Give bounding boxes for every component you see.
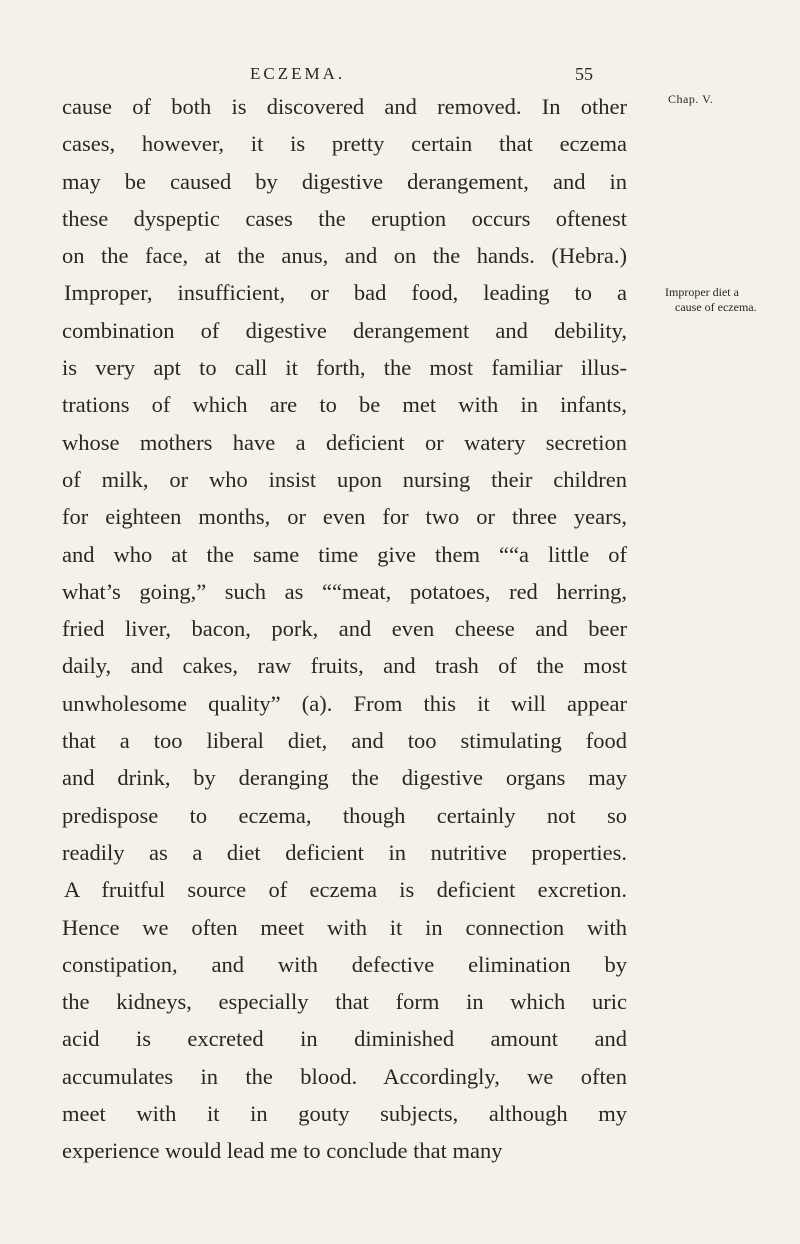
body-text xyxy=(62,88,627,1170)
text-line: what’s going,” such as ““meat, potatoes, red herring, xyxy=(62,578,627,604)
text-line: predispose to eczema, though certainly not so xyxy=(62,802,627,828)
text-line: fried liver, bacon, pork, and even cheese and beer xyxy=(62,616,627,642)
text-line: meet with it in gouty subjects, although my xyxy=(62,1101,627,1127)
text-line: experience would lead me to conclude that many xyxy=(62,1138,503,1164)
text-line: readily as a diet deficient in nutritive properties. xyxy=(62,839,627,865)
marginal-note-line: Improper diet a xyxy=(665,285,739,299)
marginal-note-line: cause of eczema. xyxy=(675,300,757,314)
text-line: cause of both is discovered and removed. In other xyxy=(62,94,627,119)
text-line: is very apt to call it forth, the most familiar illus- xyxy=(62,355,627,381)
text-line: that a too liberal diet, and too stimulating food xyxy=(62,728,627,754)
page-number: 55 xyxy=(575,64,593,84)
text-line: accumulates in the blood. Accordingly, we often xyxy=(62,1063,627,1089)
text-line: combination of digestive derangement and debility, xyxy=(62,317,627,343)
text-line: cases, however, it is pretty certain that eczema xyxy=(62,131,627,157)
text-line: and who at the same time give them ““a little of xyxy=(62,541,627,567)
text-line: Hence we often meet with it in connection with xyxy=(62,914,627,940)
marginal-note xyxy=(665,285,800,315)
text-line: may be caused by digestive derangement, and in xyxy=(62,168,627,194)
text-line: daily, and cakes, raw fruits, and trash of the most xyxy=(62,653,627,679)
running-title: ECZEMA. xyxy=(250,64,346,83)
text-line: on the face, at the anus, and on the hands. (Hebra.) xyxy=(62,243,627,269)
text-line: Improper, insufficient, or bad food, leading to a xyxy=(64,280,627,306)
text-line: acid is excreted in diminished amount and xyxy=(62,1026,627,1052)
text-line: the kidneys, especially that form in which uric xyxy=(62,989,627,1015)
chapter-marker: Chap. V. xyxy=(668,92,714,106)
text-line: whose mothers have a deficient or watery secretion xyxy=(62,429,627,455)
text-line: and drink, by deranging the digestive organs may xyxy=(62,765,627,791)
text-line: these dyspeptic cases the eruption occurs oftenest xyxy=(62,205,627,231)
text-line: constipation, and with defective elimination by xyxy=(62,951,627,977)
text-line: A fruitful source of eczema is deficient excretion. xyxy=(64,877,627,903)
text-line: unwholesome quality” (a). From this it will appear xyxy=(62,690,627,716)
text-line: trations of which are to be met with in infants, xyxy=(62,392,627,418)
text-line: of milk, or who insist upon nursing their children xyxy=(62,466,627,492)
text-line: for eighteen months, or even for two or three years, xyxy=(62,504,627,530)
